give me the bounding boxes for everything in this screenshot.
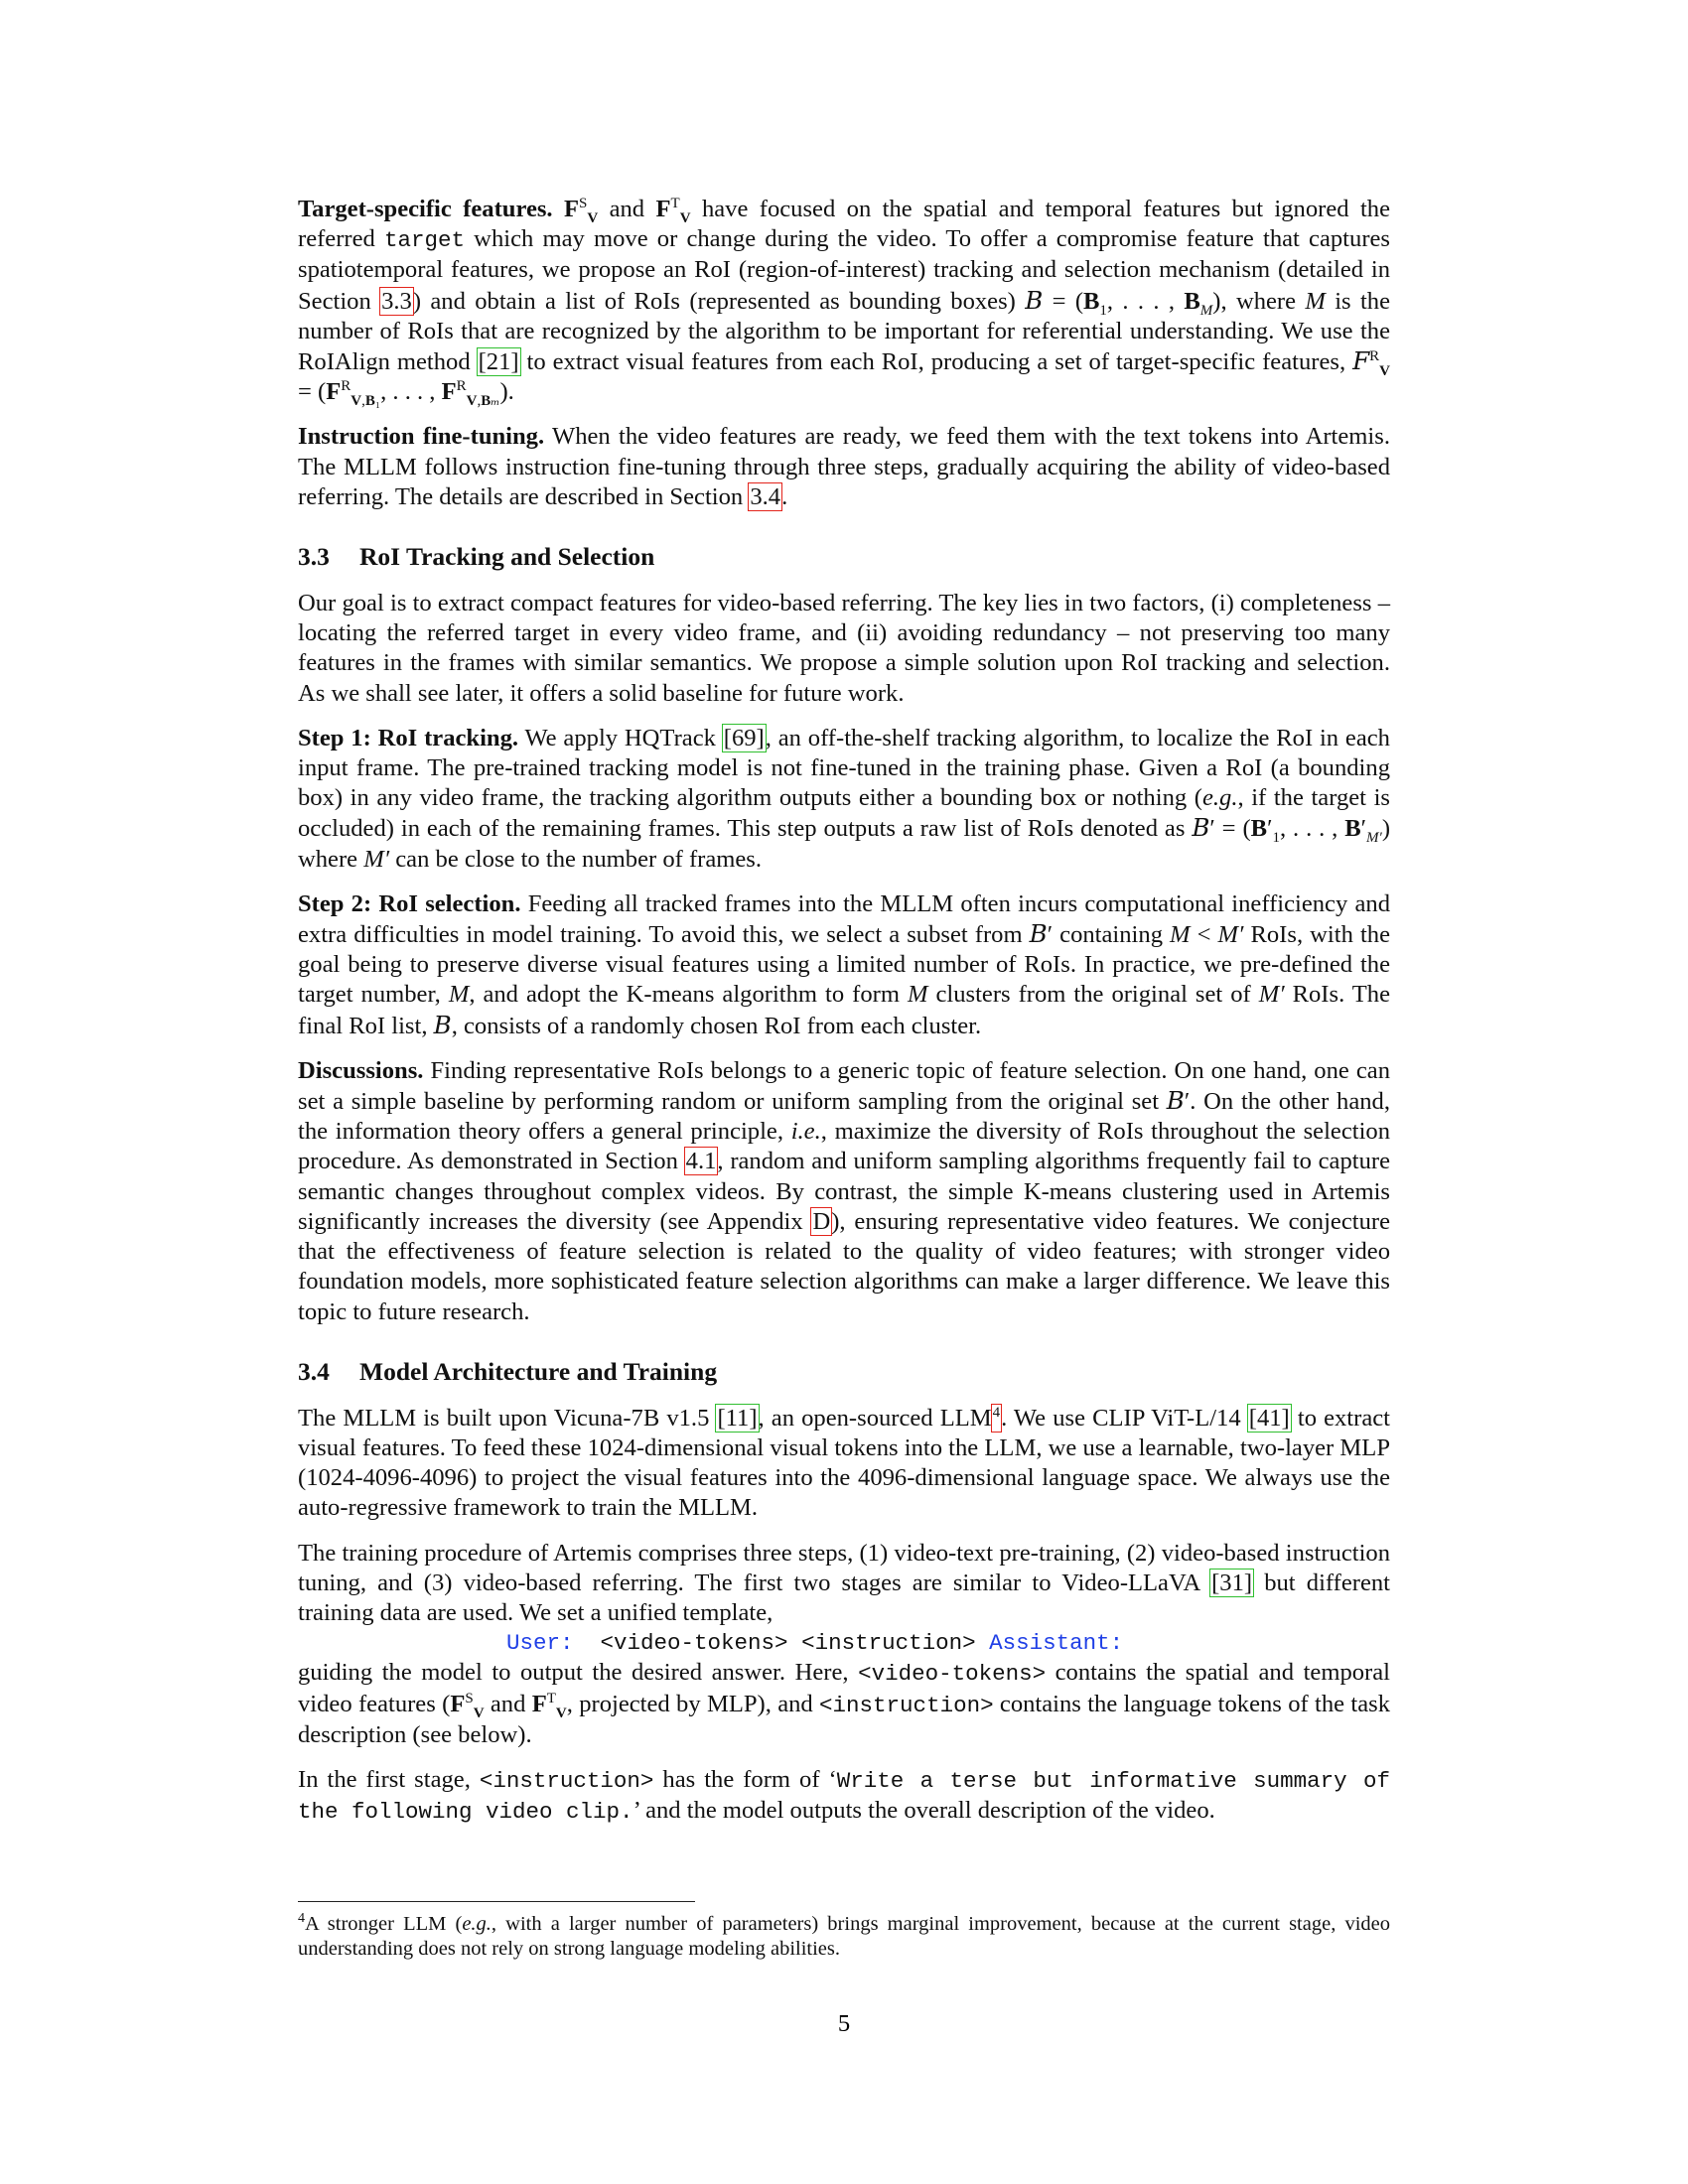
appendix-link[interactable]: D [812, 1207, 831, 1235]
paragraph-architecture: The MLLM is built upon Vicuna-7B v1.5 [11], an open-sourced LLM$^4$. We use CLIP ViT-L/14 [41] to extract visual features. To feed these 1024-dimensional visual tokens into the LLM, we use a learnable, two-layer MLP (1024-4096-4096) to project the visual features into the 4096-dimensional language space. We always use the auto-regressive framework to train the MLLM. [298, 1404, 1390, 1522]
prompt-text: Write a terse but informative summary of the following video clip. [298, 1767, 1390, 1826]
paragraph-intro: Our goal is to extract compact features for video-based referring. The key lies in two factors, (i) completeness – locating the referred target in every video frame, and (ii) avoiding redundancy – not preserving too many features in the frames with similar semantics. We propose a simple solution upon RoI tracking and selection. As we shall see later, it offers a solid baseline for future work. [298, 590, 1390, 707]
footnote-rule [298, 1901, 695, 1902]
footnote-mark: 4 [298, 1911, 305, 1927]
section-heading-3-3 [298, 542, 1390, 572]
math-B-prime: B′ [1029, 919, 1054, 949]
paragraph-template-explanation: guiding the model to output the desired answer. Here, <video-tokens> contains the spatial and temporal video features ($F^S_V$ and $F^T_V$, projected by MLP), and <instruction> contains the language tokens of the task description (see below). [298, 1659, 1390, 1748]
inline-code-target: target [383, 227, 465, 254]
run-in-heading: Step 2: RoI selection. [298, 889, 521, 917]
math-M-less-M-prime: M < M′ [1170, 921, 1244, 949]
paragraph-training-procedure: The training procedure of Artemis comprises three steps, (1) video-text pre-training, (2) video-based instruction tuning, and (3) video-based referring. The first two stages are similar to Video-LLaVA [31] but different training data are used. We set a unified template, [298, 1539, 1390, 1626]
prompt-template [298, 1628, 1390, 1658]
section-heading-3-4 [298, 1357, 1390, 1387]
math-fvs: $F^S_V$ [563, 195, 599, 226]
math-fvs: $F^S_V$ [450, 1690, 485, 1721]
run-in-heading: Instruction fine-tuning. [298, 423, 545, 451]
math-M: M [1305, 287, 1326, 315]
template-assistant: Assistant: [989, 1630, 1124, 1657]
math-target-features: $F^R_V = (F^R_{V,B_1}$, . . . , $F^R_{V,B_m}$). [298, 346, 1390, 410]
citation-link[interactable]: [21] [478, 348, 519, 376]
section-number: 3.3 [298, 542, 330, 572]
math-B-prime: B′ [1166, 1086, 1191, 1116]
section-link[interactable]: 4.1 [685, 1148, 717, 1175]
math-M-prime: M′ [1258, 981, 1285, 1009]
math-B: B [433, 1010, 452, 1039]
paragraph-target-specific-features: Target-specific features. $F^S_V$ and $F^T_V$ have focused on the spatial and temporal features but ignored the referred target which may move or change during the video. To offer a compromise feature that captures spatiotemporal features, we propose an RoI (region-of-interest) tracking and selection mechanism (detailed in Section 3.3) and obtain a list of RoIs (represented as bounding boxes) $B = (B_1$, . . . , $B_M$), where M is the number of RoIs that are recognized by the algorithm to be important for referential understanding. We use the RoIAlign method [21] to extract visual features from each RoI, producing a set of target-specific features, $F^R_V = (F^R_{V,B_1}$, . . . , $F^R_{V,B_m}$). [298, 195, 1391, 410]
citation-link[interactable]: [11] [717, 1404, 758, 1432]
paragraph-step1: Step 1: RoI tracking. We apply HQTrack [69], an off-the-shelf tracking algorithm, to localize the RoI in each input frame. The pre-trained tracking model is not fine-tuned in the training phase. Given a RoI (a bounding box) in any video frame, the tracking algorithm outputs either a bounding box or nothing (e.g., if the target is occluded) in each of the remaining frames. This step outputs a raw list of RoIs denoted as $B' = (B'_1$, . . . , $B'_{M'}$) where M′ can be close to the number of frames. [298, 724, 1391, 873]
section-link[interactable]: 3.4 [750, 482, 781, 510]
template-user: User: [506, 1630, 574, 1657]
paragraph-discussions: Discussions. Finding representative RoIs belongs to a generic topic of feature selection. On one hand, one can set a simple baseline by performing random or uniform sampling from the original set B′. On the other hand, the information theory offers a general principle, i.e., maximize the diversity of RoIs throughout the selection procedure. As demonstrated in Section 4.1, random and uniform sampling algorithms frequently fail to capture semantic changes throughout complex videos. By contrast, the simple K-means clustering used in Artemis significantly increases the diversity (see Appendix D), ensuring representative video features. We conjecture that the effectiveness of feature selection is related to the quality of video features; with stronger video foundation models, more sophisticated feature selection algorithms can make a larger difference. We leave this topic to future research. [298, 1056, 1390, 1325]
run-in-heading: Target-specific features. [298, 196, 553, 222]
math-fvt: $F^T_V$ [655, 195, 691, 226]
paragraph-step2: Step 2: RoI selection. Feeding all tracked frames into the MLLM often incurs computational inefficiency and extra difficulties in model training. To avoid this, we select a subset from B′ containing M < M′ RoIs, with the goal being to preserve diverse visual features using a limited number of RoIs. In practice, we pre-defined the target number, M, and adopt the K-means algorithm to form M clusters from the original set of M′ RoIs. The final RoI list, B, consists of a randomly chosen RoI from each cluster. [298, 889, 1390, 1039]
paragraph-instruction-fine-tuning: Instruction fine-tuning. When the video features are ready, we feed them with the text tokens into Artemis. The MLLM follows instruction fine-tuning through three steps, gradually acquiring the ability of video-based referring. The details are described in Section 3.4. [298, 423, 1390, 510]
math-M-prime: M′ [363, 845, 390, 873]
footnote: $^4$A stronger LLM (e.g., with a larger number of parameters) brings marginal improvement, because at the current stage, video understanding does not rely on strong language modeling abilities. [298, 1911, 1390, 1960]
paragraph-first-stage: In the first stage, <instruction> has the form of ‘Write a terse but informative summary of the following video clip.’ and the model outputs the overall description of the video. [298, 1765, 1390, 1826]
section-link[interactable]: 3.3 [381, 287, 412, 315]
run-in-heading: Discussions. [298, 1056, 424, 1084]
page-number: 5 [837, 2010, 851, 2037]
section-number: 3.4 [298, 1356, 330, 1386]
math-roi-list: $B = (B_1$, . . . , $B_M$) [1025, 285, 1221, 319]
citation-link[interactable]: [31] [1211, 1569, 1253, 1596]
math-M: M [907, 981, 928, 1009]
run-in-heading: Step 1: RoI tracking. [298, 724, 519, 751]
math-raw-roi-list: $B' = (B'_1$, . . . , $B'_{M'}$) [1192, 813, 1391, 847]
paper-body [298, 195, 1390, 1842]
section-title: RoI Tracking and Selection [359, 542, 655, 572]
template-tokens: <video-tokens> <instruction> [600, 1630, 976, 1657]
citation-link[interactable]: [69] [723, 724, 765, 751]
footnote-link[interactable]: 4 [992, 1405, 1002, 1432]
math-M: M [448, 981, 470, 1009]
math-fvt: $F^T_V$ [531, 1690, 567, 1721]
citation-link[interactable]: [41] [1248, 1404, 1290, 1432]
section-title: Model Architecture and Training [359, 1356, 718, 1386]
